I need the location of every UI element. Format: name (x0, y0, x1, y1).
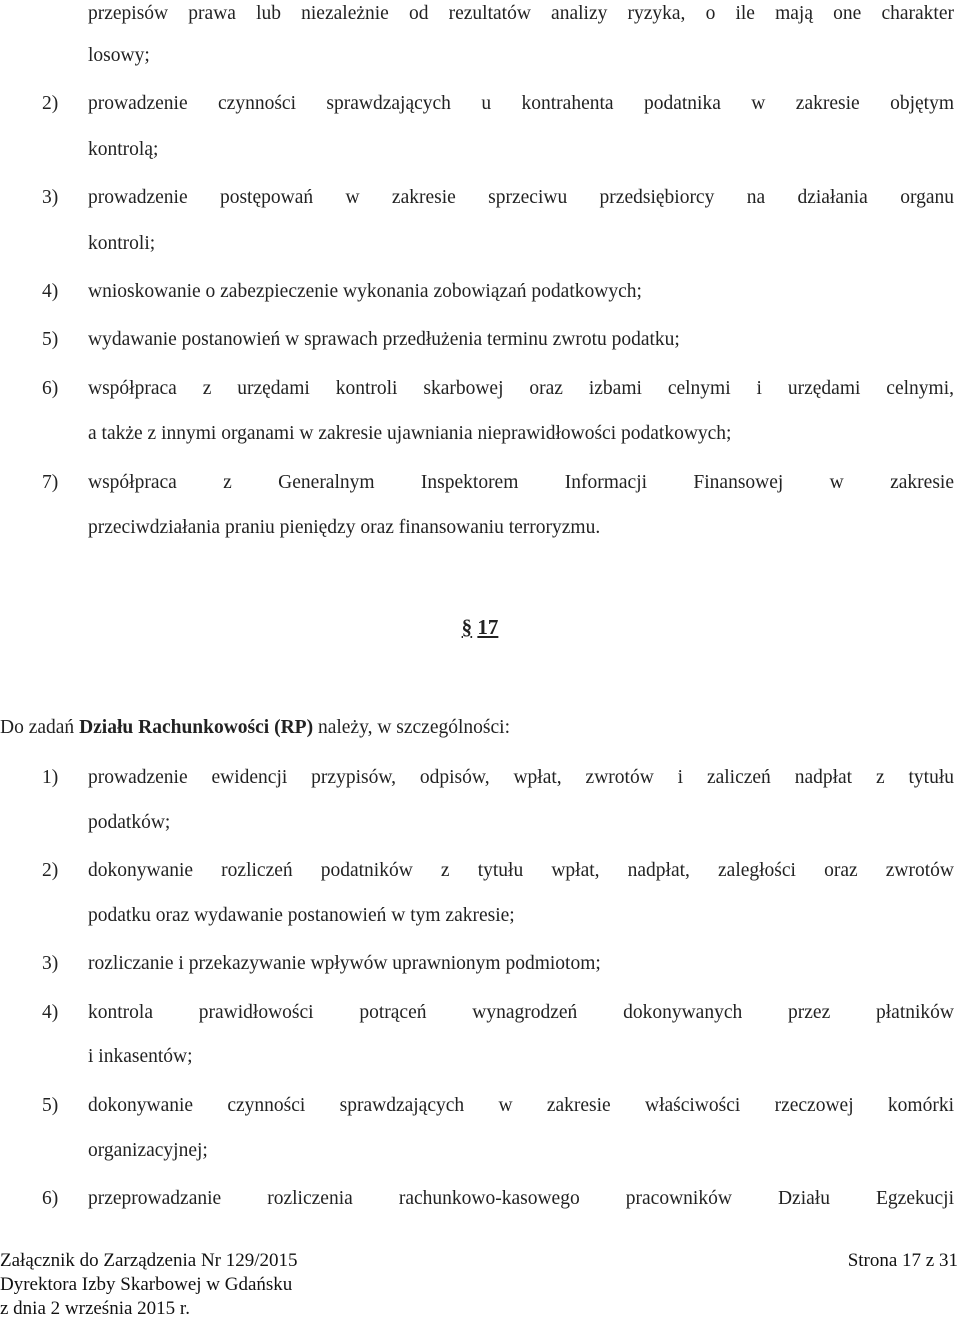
list-a-item-line: wydawanie postanowień w sprawach przedłużenia terminu zwrotu podatku; (88, 329, 680, 350)
list-a-item-line: kontroli; (88, 233, 156, 254)
list-b-number: 4) (42, 1002, 59, 1023)
intro-before: Do zadań (0, 717, 80, 738)
list-b-item-line: i inkasentów; (88, 1046, 193, 1067)
continued-item-line-1: przepisów prawa lub niezależnie od rezultatów analizy ryzyka, o ile mają one charakter (88, 3, 954, 24)
list-a-item-line: prowadzenie postępowań w zakresie sprzeciwu przedsiębiorcy na działania organu (88, 187, 954, 208)
list-b-item-line: dokonywanie czynności sprawdzających w zakresie właściwości rzeczowej komórki (88, 1095, 954, 1116)
page-number: Strona 17 z 31 (847, 1250, 958, 1271)
list-b-number: 1) (42, 767, 59, 788)
list-b-item-line: organizacyjnej; (88, 1140, 208, 1161)
footer-date-line: z dnia 2 września 2015 r. (0, 1298, 190, 1319)
list-b-number: 3) (42, 953, 59, 974)
footer-attachment-line: Załącznik do Zarządzenia Nr 129/2015 (0, 1250, 298, 1271)
section-number: 17 (477, 615, 499, 639)
list-b-item-line: dokonywanie rozliczeń podatników z tytułu wpłat, nadpłat, zaległości oraz zwrotów (88, 860, 954, 881)
section-symbol: § (461, 615, 473, 639)
list-b-item-line: rozliczanie i przekazywanie wpływów uprawnionym podmiotom; (88, 953, 601, 974)
list-b-item-line: przeprowadzanie rozliczenia rachunkowo-kasowego pracowników Działu Egzekucji (88, 1188, 954, 1209)
list-b-item-line: podatków; (88, 812, 171, 833)
list-a-item-line: wnioskowanie o zabezpieczenie wykonania zobowiązań podatkowych; (88, 281, 642, 302)
list-b-item-line: prowadzenie ewidencji przypisów, odpisów, wpłat, zwrotów i zaliczeń nadpłat z tytułu (88, 767, 954, 788)
list-a-number: 3) (42, 187, 59, 208)
list-a-number: 4) (42, 281, 59, 302)
intro-bold-department: Działu Rachunkowości (RP) (79, 717, 314, 738)
list-b-item-line: kontrola prawidłowości potrąceń wynagrodzeń dokonywanych przez płatników (88, 1002, 954, 1023)
list-a-number: 7) (42, 472, 59, 493)
section-heading (0, 615, 960, 640)
footer-director-line: Dyrektora Izby Skarbowej w Gdańsku (0, 1274, 293, 1295)
intro-after: należy, w szczególności: (313, 717, 510, 738)
list-a-number: 5) (42, 329, 59, 350)
list-b-number: 2) (42, 860, 59, 881)
list-a-item-line: kontrolą; (88, 139, 159, 160)
list-a-item-line: przeciwdziałania praniu pieniędzy oraz finansowaniu terroryzmu. (88, 517, 601, 538)
list-a-item-line: współpraca z urzędami kontroli skarbowej oraz izbami celnymi i urzędami celnymi, (88, 378, 954, 399)
list-a-number: 2) (42, 93, 59, 114)
list-a-item-line: prowadzenie czynności sprawdzających u kontrahenta podatnika w zakresie objętym (88, 93, 954, 114)
list-a-number: 6) (42, 378, 59, 399)
section-intro (0, 716, 510, 740)
list-a-item-line: a także z innymi organami w zakresie ujawniania nieprawidłowości podatkowych; (88, 423, 732, 444)
list-b-number: 5) (42, 1095, 59, 1116)
continued-item-line-2: losowy; (88, 45, 150, 66)
list-b-number: 6) (42, 1188, 59, 1209)
list-b-item-line: podatku oraz wydawanie postanowień w tym zakresie; (88, 905, 515, 926)
list-a-item-line: współpraca z Generalnym Inspektorem Informacji Finansowej w zakresie (88, 472, 954, 493)
